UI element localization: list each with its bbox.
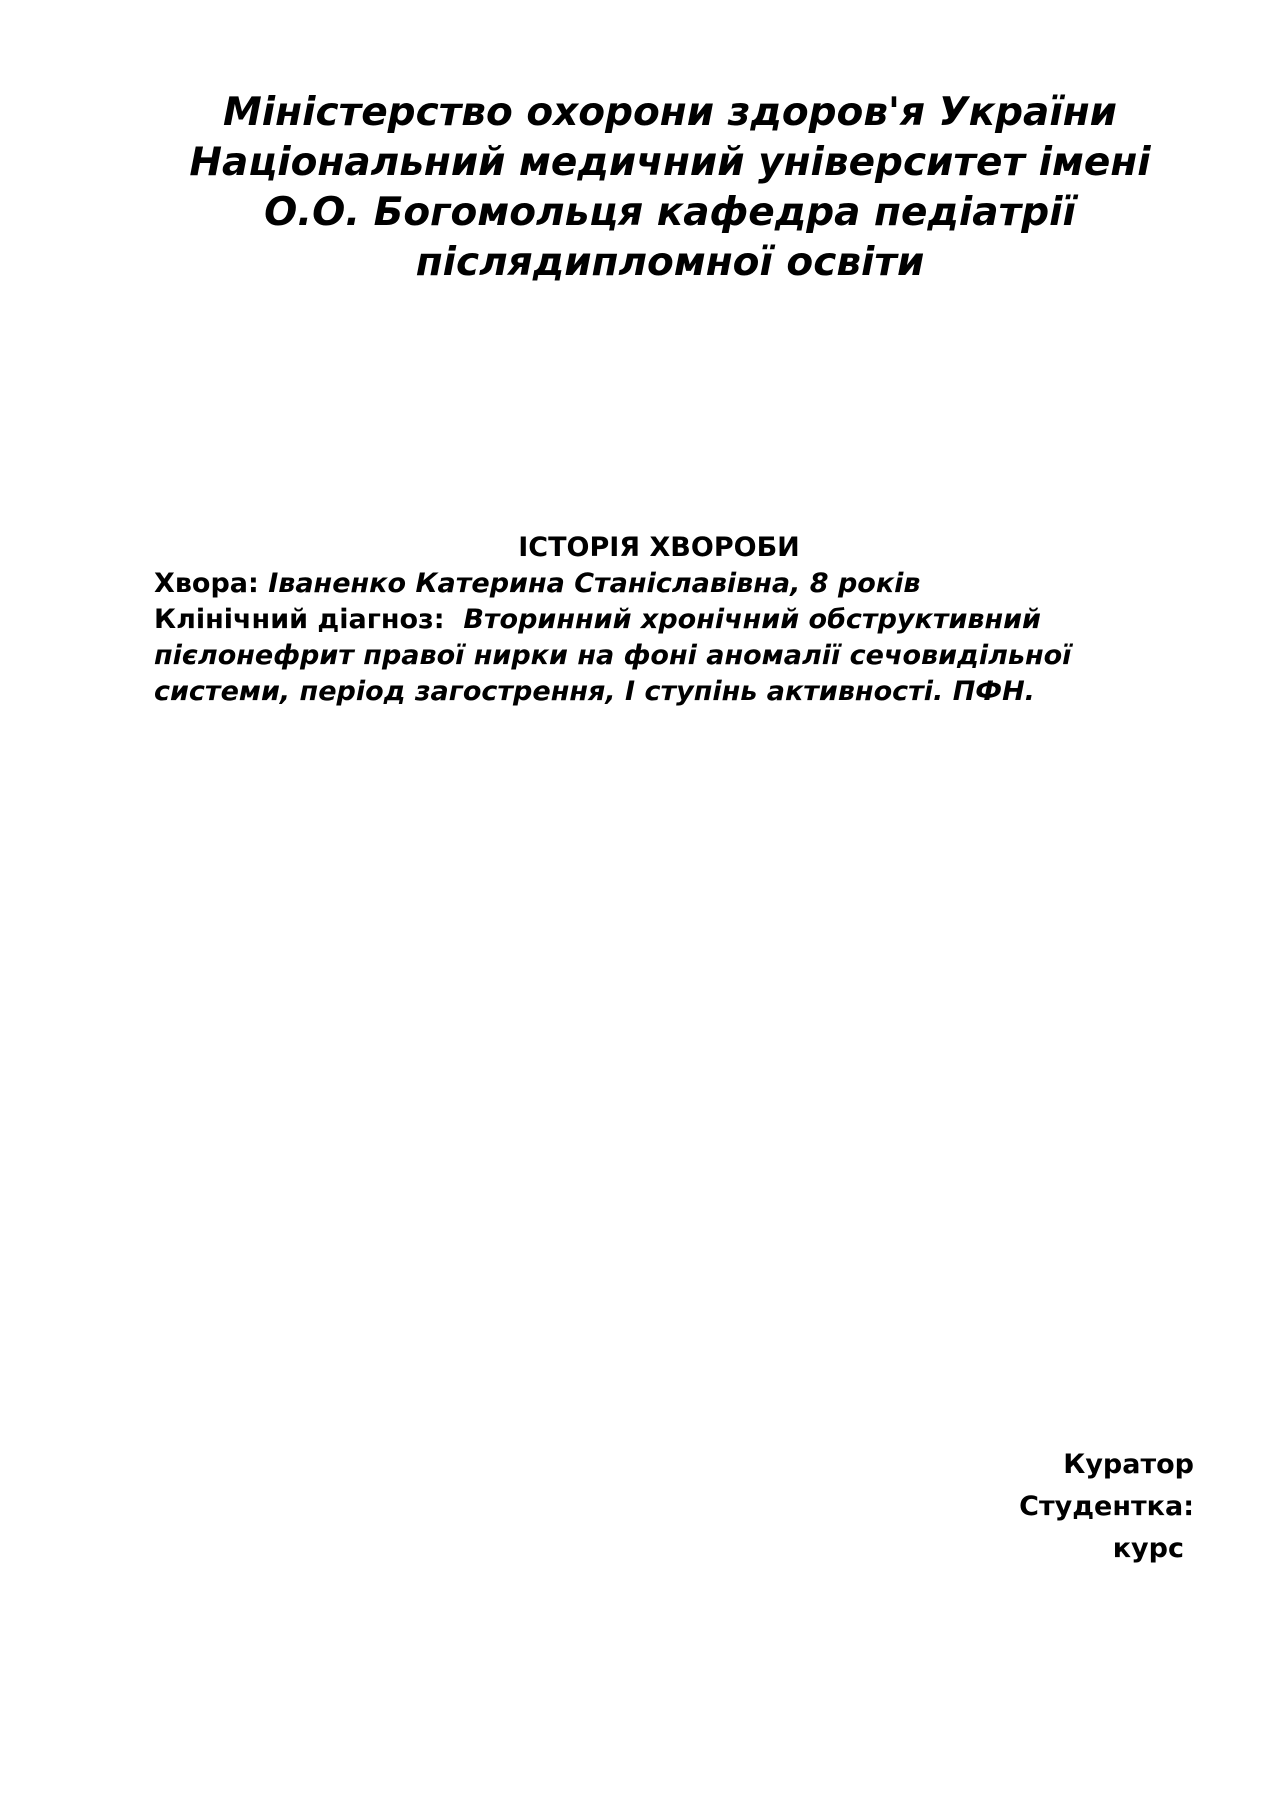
diagnosis-row [154, 602, 1164, 638]
signature-block [894, 1444, 1194, 1570]
course-label: курс [1112, 1533, 1184, 1564]
diagnosis-line-3: системи, період загострення, І ступінь активності. ПФН. [154, 676, 1035, 707]
diagnosis-line-1: Вторинний хронічний обструктивний [463, 604, 1041, 635]
patient-row [154, 566, 1164, 602]
patient-label: Хвора: [154, 568, 259, 599]
curator-label: Куратор [1063, 1449, 1194, 1480]
case-history-title: ІСТОРІЯ ХВОРОБИ [518, 532, 800, 563]
institution-header [140, 88, 1200, 288]
header-line-university: Національний медичний університет імені [189, 140, 1151, 185]
header-line-ministry: Міністерство охорони здоров'я України [223, 90, 1117, 135]
header-line-department: О.О. Богомольця кафедра педіатрії [264, 190, 1076, 235]
patient-value: Іваненко Катерина Станіславівна, 8 років [268, 568, 921, 599]
diagnosis-line-2: пієлонефрит правої нирки на фоні аномалії сечовидільної [154, 640, 1072, 671]
header-line-education: післядипломної освіти [415, 240, 925, 285]
case-history-block [154, 530, 1164, 710]
student-label: Студентка: [1019, 1491, 1194, 1522]
diagnosis-label: Клінічний діагноз: [154, 604, 445, 635]
